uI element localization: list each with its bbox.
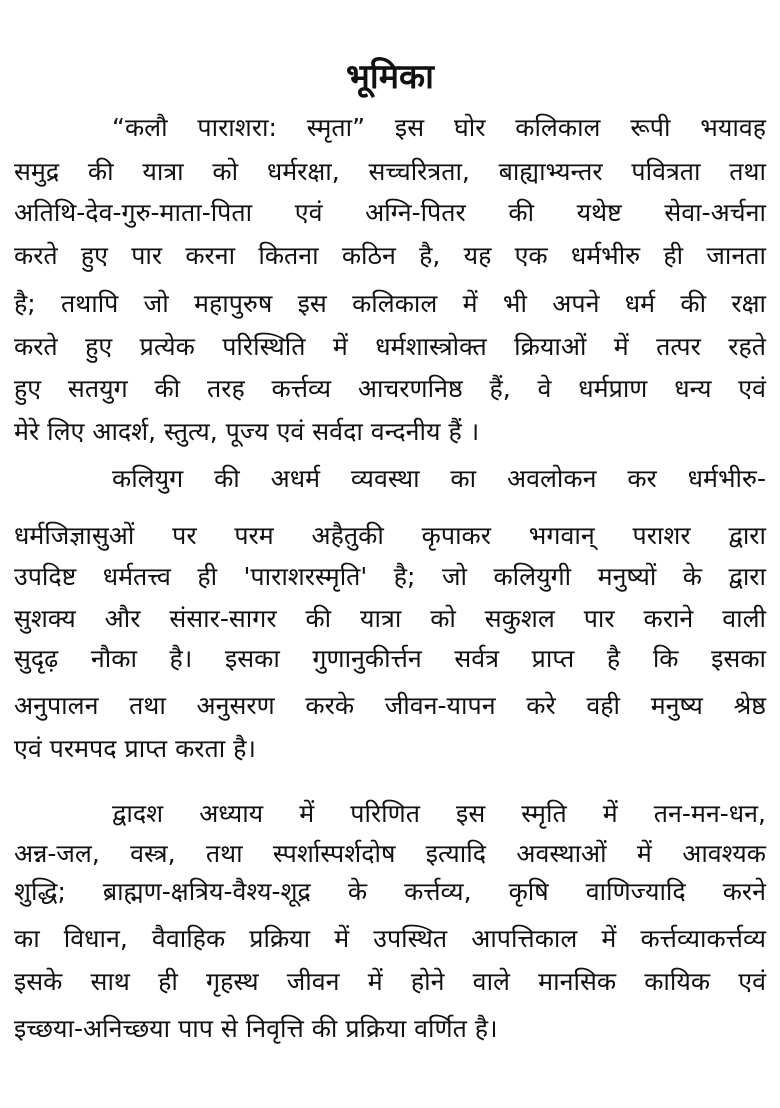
text-line: करते हुए पार करना कितना कठिन है, यह एक धर्मभीरु ही जानता — [14, 241, 766, 270]
text-line: शुद्धि; ब्राह्मण-क्षत्रिय-वैश्य-शूद्र के कर्त्तव्य, कृषि वाणिज्यादि करने — [14, 877, 766, 906]
text-line: “कलौ पाराशरा: स्मृता” इस घोर कलिकाल रूपी भयावह — [112, 113, 766, 142]
text-line: मेरे लिए आदर्श, स्तुत्य, पूज्य एवं सर्वदा वन्दनीय हैं । — [14, 417, 480, 446]
text-line: कलियुग की अधर्म व्यवस्था का अवलोकन कर धर्मभीरु- — [112, 464, 766, 493]
text-line: अतिथि-देव-गुरु-माता-पिता एवं अग्नि-पितर की यथेष्ट सेवा-अर्चना — [14, 198, 766, 227]
text-line: हुए सतयुग की तरह कर्त्तव्य आचरणनिष्ठ हैं, वे धर्मप्राण धन्य एवं — [14, 374, 766, 403]
text-line: करते हुए प्रत्येक परिस्थिति में धर्मशास्त्रोक्त क्रियाओं में तत्पर रहते — [14, 332, 766, 361]
text-line: है; तथापि जो महापुरुष इस कलिकाल में भी अपने धर्म की रक्षा — [14, 289, 766, 318]
page-title: भूमिका — [346, 57, 434, 97]
text-line: इच्छया-अनिच्छया पाप से निवृत्ति की प्रक्रिया वर्णित है। — [14, 1014, 498, 1043]
text-line: का विधान, वैवाहिक प्रक्रिया में उपस्थित आपत्तिकाल में कर्त्तव्याकर्त्तव्य — [14, 924, 766, 953]
text-line: समुद्र की यात्रा को धर्मरक्षा, सच्चरित्रता, बाह्याभ्यन्तर पवित्रता तथा — [14, 157, 766, 186]
text-line: धर्मजिज्ञासुओं पर परम अहैतुकी कृपाकर भगवान् पराशर द्वारा — [14, 521, 766, 550]
text-line: द्वादश अध्याय में परिणित इस स्मृति में तन-मन-धन, — [112, 799, 766, 828]
text-line: उपदिष्ट धर्मतत्त्व ही 'पाराशरस्मृति' है; जो कलियुगी मनुष्यों के द्वारा — [14, 562, 766, 591]
text-line: सुशक्य और संसार-सागर की यात्रा को सकुशल पार कराने वाली — [14, 604, 766, 633]
text-line: अनुपालन तथा अनुसरण करके जीवन-यापन करे वही मनुष्य श्रेष्ठ — [14, 691, 766, 720]
text-line: अन्न-जल, वस्त्र, तथा स्पर्शास्पर्शदोष इत्यादि अवस्थाओं में आवश्यक — [14, 839, 766, 868]
text-line: सुदृढ़ नौका है। इसका गुणानुकीर्त्तन सर्वत्र प्राप्त है कि इसका — [14, 644, 766, 673]
text-line: एवं परमपद प्राप्त करता है। — [14, 734, 256, 763]
text-line: इसके साथ ही गृहस्थ जीवन में होने वाले मानसिक कायिक एवं — [14, 967, 766, 996]
